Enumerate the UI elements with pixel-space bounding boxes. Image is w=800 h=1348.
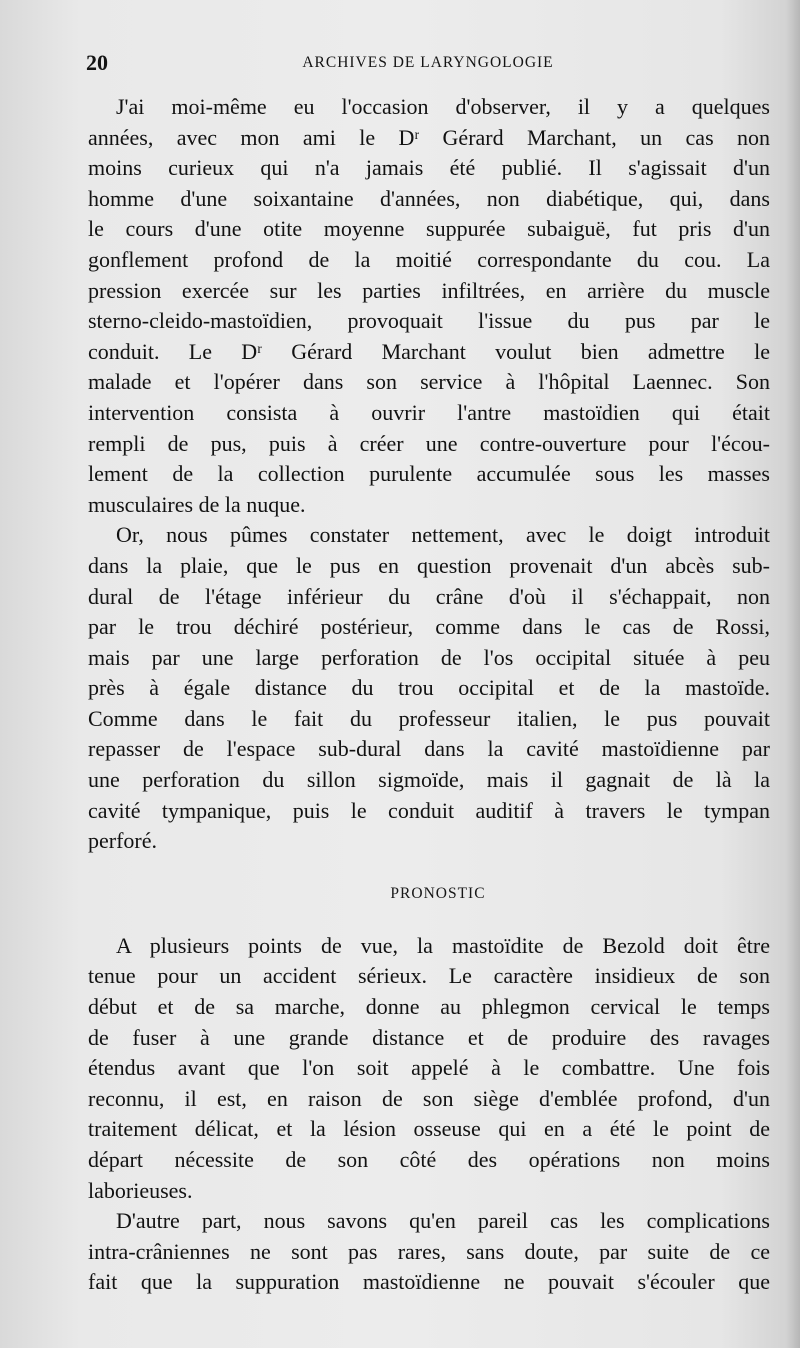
text-line: de fuser à une grande distance et de produire des ravages [88,1024,770,1050]
text-line: sterno-cleido-mastoïdien, provoquait l'issue du pus par le [88,308,770,334]
paragraph-3 [88,931,770,1206]
text-line: cavité tympanique, puis le conduit auditif à travers le tympan [88,797,770,823]
text-line: malade et l'opérer dans son service à l'hôpital Laennec. Son [88,369,770,395]
text-line: Or, nous pûmes constater nettement, avec le doigt introduit [116,522,770,548]
text-line: laborieuses. [88,1177,193,1203]
text-line: repasser de l'espace sub-dural dans la cavité mastoïdienne par [88,736,770,762]
text-line: par le trou déchiré postérieur, comme dans le cas de Rossi, [88,614,770,640]
text-line: moins curieux qui n'a jamais été publié. Il s'agissait d'un [88,155,770,181]
text-line: près à égale distance du trou occipital et de la mastoïde. [88,675,770,701]
text-line: dans la plaie, que le pus en question provenait d'un abcès sub- [88,552,770,578]
text-line: A plusieurs points de vue, la mastoïdite de Bezold doit être [116,932,770,958]
text-line: tenue pour un accident sérieux. Le caractère insidieux de son [88,963,770,989]
running-head: ARCHIVES DE LARYNGOLOGIE [302,54,554,71]
text-line: début et de sa marche, donne au phlegmon cervical le temps [88,994,770,1020]
body-text [88,92,770,1298]
text-line: lement de la collection purulente accumulée sous les masses [88,461,770,487]
text-line: étendus avant que l'on soit appelé à le combattre. Une fois [88,1055,770,1081]
text-line: intervention consista à ouvrir l'antre mastoïdien qui était [88,399,770,425]
text-line: homme d'une soixantaine d'années, non diabétique, qui, dans [88,185,770,211]
text-line: gonflement profond de la moitié correspondante du cou. La [88,246,770,272]
text-line: J'ai moi-même eu l'occasion d'observer, il y a quelques [116,94,770,119]
text-line: mais par une large perforation de l'os occipital située à peu [88,644,770,670]
paragraph-4 [88,1206,770,1298]
text-line: années, avec mon ami le Dʳ Gérard Marchant, un cas non [88,124,770,150]
page-header [86,50,770,80]
text-line: D'autre part, nous savons qu'en pareil cas les complications [116,1208,770,1234]
text-line: rempli de pus, puis à créer une contre-ouverture pour l'écou- [88,430,770,456]
text-line: reconnu, il est, en raison de son siège d'emblée profond, d'un [88,1085,770,1111]
paragraph-2 [88,520,770,857]
text-line: une perforation du sillon sigmoïde, mais il gagnait de là la [88,767,770,793]
text-line: musculaires de la nuque. [88,491,306,517]
text-line: départ nécessite de son côté des opérations non moins [88,1147,770,1172]
text-line: intra-crâniennes ne sont pas rares, sans doute, par suite de ce [88,1238,770,1264]
text-line: fait que la suppuration mastoïdienne ne pouvait s'écouler que [88,1269,770,1295]
text-line: conduit. Le Dʳ Gérard Marchant voulut bien admettre le [88,338,770,364]
text-line: pression exercée sur les parties infiltrées, en arrière du muscle [88,277,770,303]
paragraph-1 [88,92,770,520]
text-line: le cours d'une otite moyenne suppurée subaiguë, fut pris d'un [88,216,770,242]
text-line: perforé. [88,828,158,854]
page-number: 20 [86,50,108,75]
text-line: Comme dans le fait du professeur italien, le pus pouvait [88,705,770,731]
text-line: dural de l'étage inférieur du crâne d'où il s'échappait, non [88,583,770,609]
text-line: traitement délicat, et la lésion osseuse qui en a été le point de [88,1116,770,1142]
section-title: PRONOSTIC [390,884,486,902]
